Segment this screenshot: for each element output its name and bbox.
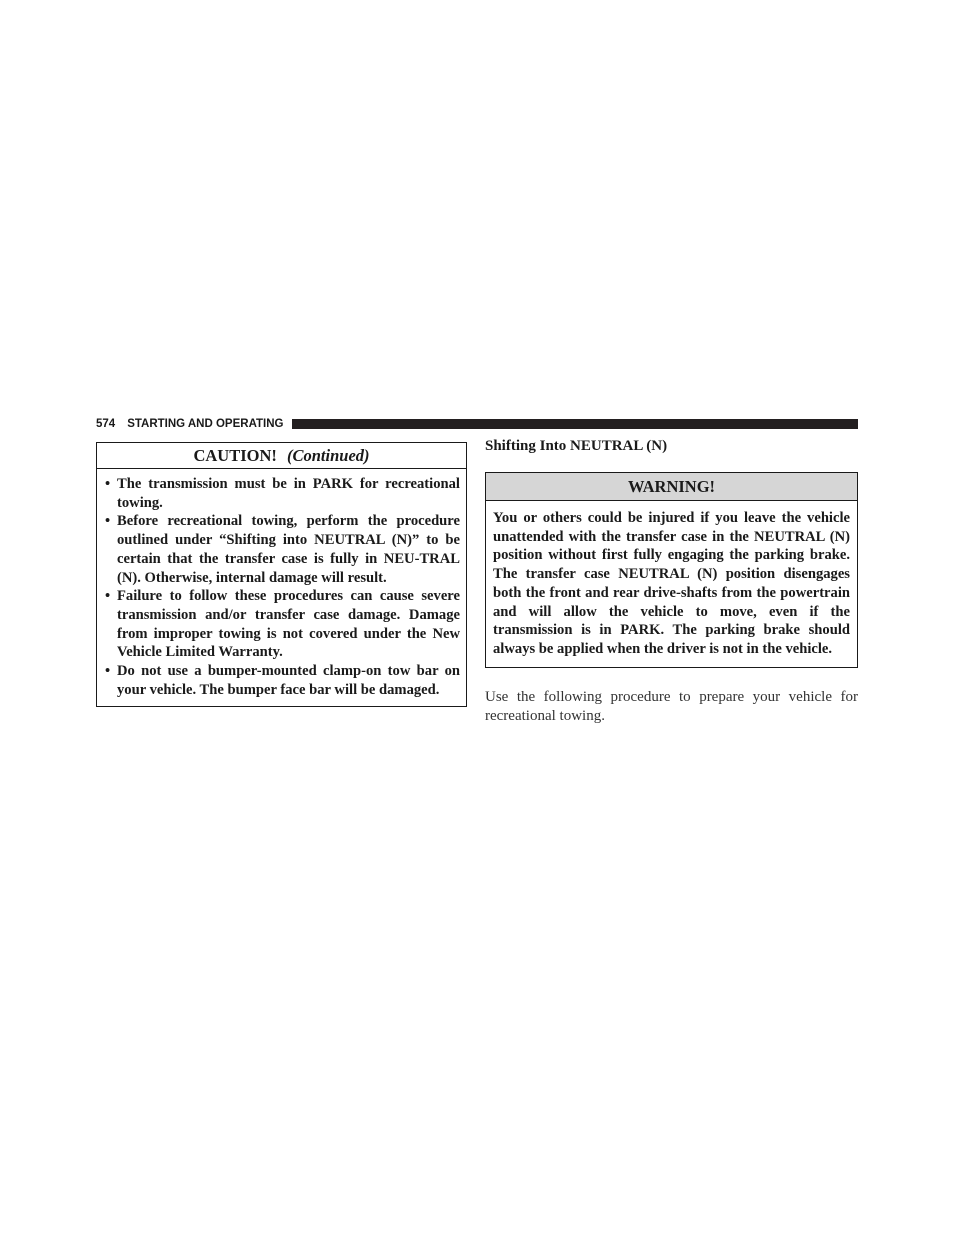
caution-item [105, 512, 460, 587]
caution-list [97, 469, 466, 706]
caution-header [97, 443, 466, 469]
bullet-icon: • [105, 663, 111, 680]
caution-item [105, 587, 460, 662]
caution-item-text: Do not use a bumper-mounted clamp-on tow bar on your vehicle. The bumper face bar will be damaged. [117, 663, 460, 698]
caution-continued: (Continued) [287, 446, 370, 465]
page-number: 574 [96, 418, 116, 430]
bullet-icon: • [105, 476, 111, 492]
caution-item-text: Before recreational towing, perform the procedure outlined under “Shifting into NEUTRAL (N)” to be certain that the transfer case is fully in NEU-TRAL (N). Otherwise, internal damage will result. [117, 513, 460, 586]
caution-item-text: The transmission must be in PARK for recreational towing. [117, 476, 460, 511]
body-paragraph: Use the following procedure to prepare your vehicle for recreational towing. [485, 689, 858, 724]
section-title: STARTING AND OPERATING [127, 418, 284, 430]
caution-item-text: Failure to follow these procedures can cause severe transmission and/or transfer case damage. Damage from improper towing is not covered under the New Vehicle Limited Warranty. [117, 588, 460, 661]
caution-item [105, 475, 460, 512]
bullet-icon: • [105, 588, 111, 605]
warning-box [485, 472, 858, 668]
page-header [96, 417, 858, 431]
caution-item [105, 662, 460, 699]
caution-box [96, 442, 467, 707]
caution-title: CAUTION! [193, 446, 277, 465]
bullet-icon: • [105, 513, 111, 530]
header-rule [292, 419, 859, 429]
warning-text: You or others could be injured if you leave the vehicle unattended with the transfer case in the NEUTRAL (N) position without first fully engaging the parking brake. The transfer case NEUTRAL (N) position disengages both the front and rear drive-shafts from the powertrain and will allow the vehicle to move, even if the transmission is in PARK. The parking brake should always be applied when the driver is not in the vehicle. [493, 510, 850, 657]
warning-title: WARNING! [486, 473, 857, 501]
section-subheading: Shifting Into NEUTRAL (N) [485, 438, 668, 454]
